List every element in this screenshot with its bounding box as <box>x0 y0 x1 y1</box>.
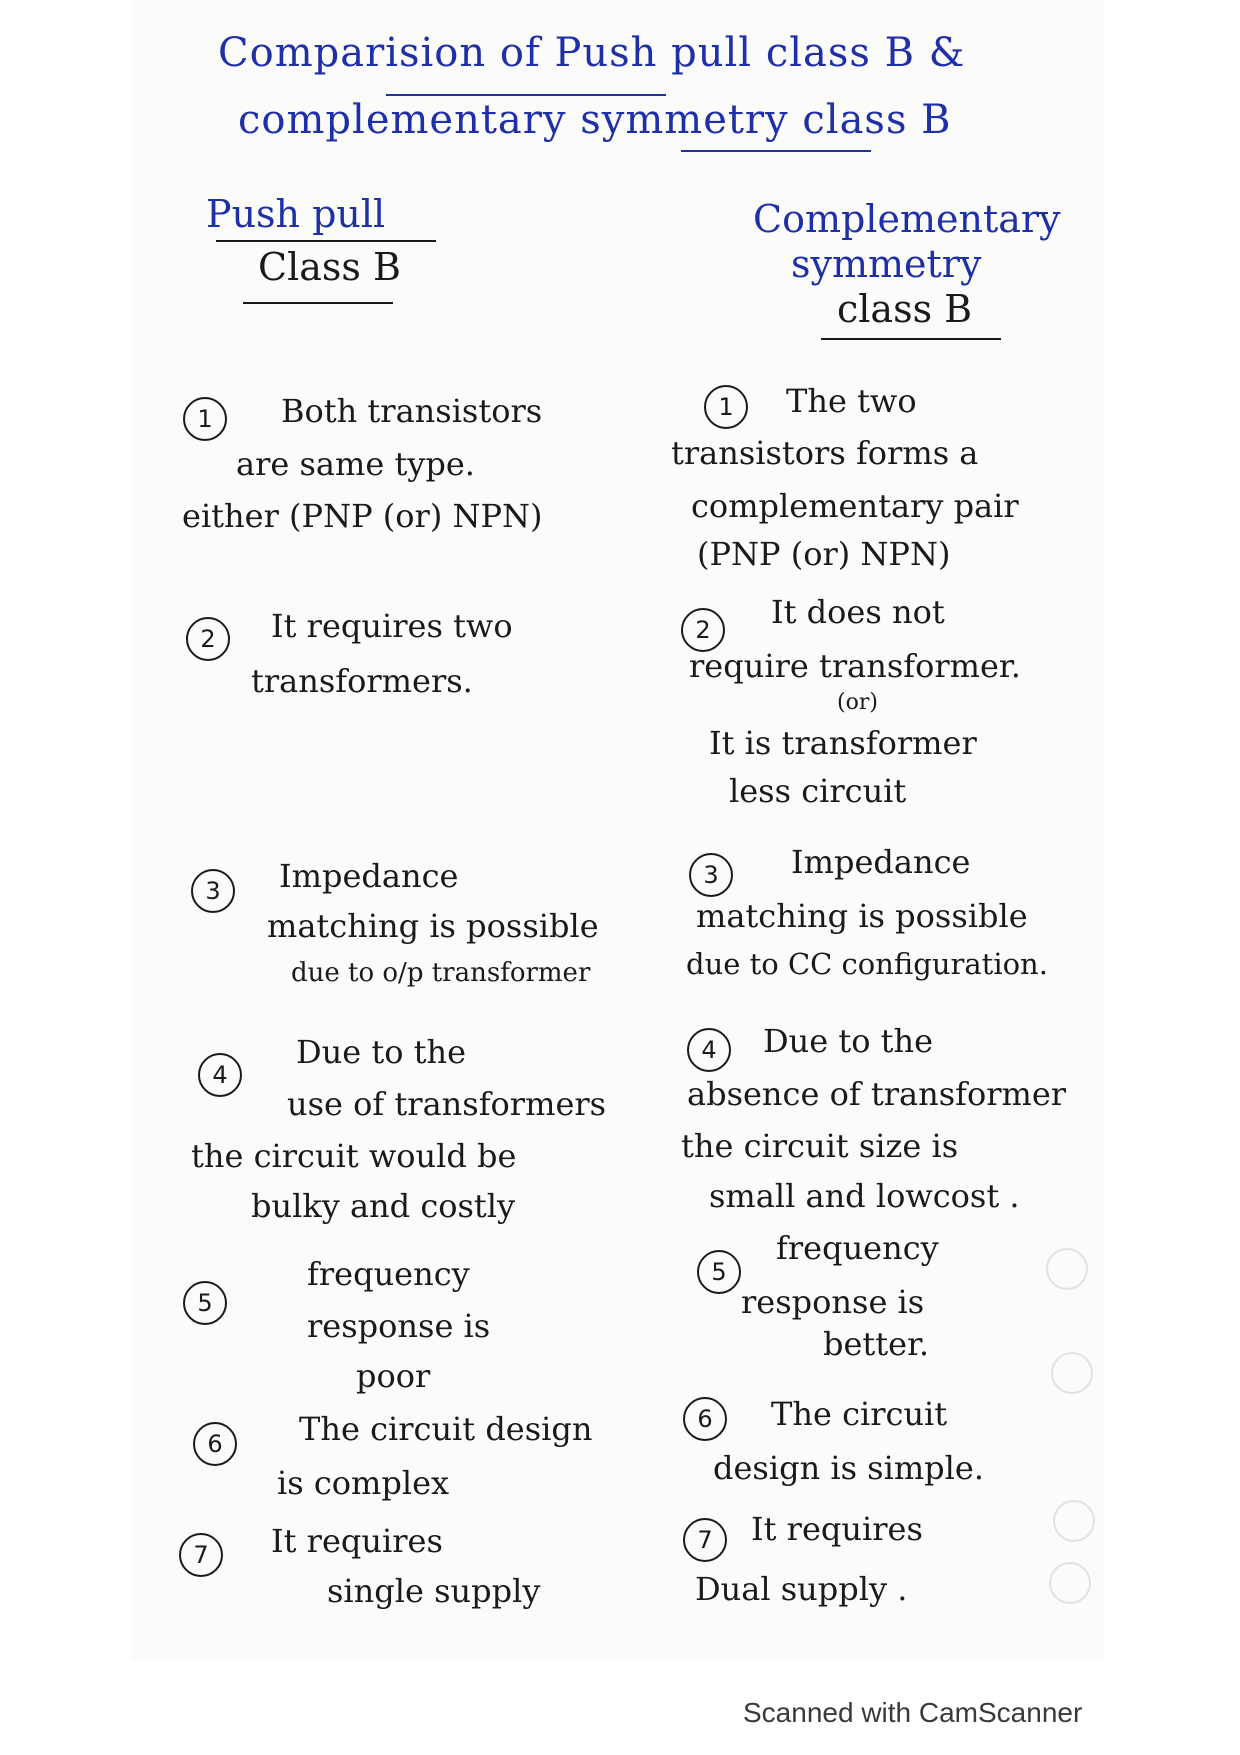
row-6-right-number: 6 <box>683 1397 727 1441</box>
row-2-right-number: 2 <box>681 608 725 652</box>
bleed-through-mark <box>1046 1248 1088 1290</box>
row-4-left-line-3: the circuit would be <box>191 1137 517 1175</box>
row-4-left-line-1: Due to the <box>296 1033 467 1071</box>
row-1-right-line-1: The two <box>786 382 917 420</box>
row-2-left-number: 2 <box>186 617 230 661</box>
left-heading-line-2: Class B <box>258 245 401 289</box>
row-4-left-line-4: bulky and costly <box>251 1187 516 1225</box>
row-3-left-number: 3 <box>191 869 235 913</box>
row-1-left-line-3: either (PNP (or) NPN) <box>182 497 543 535</box>
row-5-right-line-2: response is <box>741 1283 925 1321</box>
title-underline <box>386 94 666 96</box>
row-4-right-line-1: Due to the <box>763 1022 934 1060</box>
row-1-left-line-2: are same type. <box>236 445 475 483</box>
row-1-right-line-4: (PNP (or) NPN) <box>697 535 951 573</box>
row-2-left-line-2: transformers. <box>251 662 473 700</box>
row-2-right-line-3: (or) <box>837 690 878 715</box>
row-1-right-number: 1 <box>704 385 748 429</box>
row-4-right-line-4: small and lowcost . <box>709 1177 1020 1215</box>
row-7-left-line-1: It requires <box>271 1522 443 1560</box>
bleed-through-mark <box>1049 1562 1091 1604</box>
row-6-left-line-2: is complex <box>277 1464 450 1502</box>
title-underline-2 <box>681 150 871 152</box>
row-5-left-line-2: response is <box>307 1307 491 1345</box>
right-heading-line-3: class B <box>837 287 973 331</box>
title-line-1: Comparision of Push pull class B & <box>218 30 966 76</box>
row-1-left-number: 1 <box>183 397 227 441</box>
row-5-left-number: 5 <box>183 1281 227 1325</box>
scanner-watermark: Scanned with CamScanner <box>743 1697 1083 1728</box>
row-4-right-number: 4 <box>687 1028 731 1072</box>
row-7-right-number: 7 <box>683 1518 727 1562</box>
left-heading-underline-2 <box>243 302 393 304</box>
right-heading-line-2: symmetry <box>791 242 982 286</box>
row-5-right-number: 5 <box>697 1250 741 1294</box>
left-heading-line-1: Push pull <box>206 192 386 236</box>
bleed-through-mark <box>1053 1500 1095 1542</box>
notebook-paper <box>131 0 1105 1660</box>
title-line-2: complementary symmetry class B <box>238 97 952 143</box>
right-heading-underline <box>821 338 1001 340</box>
row-1-right-line-3: complementary pair <box>691 487 1019 525</box>
row-5-left-line-1: frequency <box>307 1255 470 1293</box>
row-2-right-line-1: It does not <box>771 593 945 631</box>
row-5-right-line-1: frequency <box>776 1229 939 1267</box>
row-5-right-line-3: better. <box>823 1325 930 1363</box>
right-heading-line-1: Complementary <box>753 197 1061 241</box>
row-3-right-number: 3 <box>689 853 733 897</box>
bleed-through-mark <box>1051 1352 1093 1394</box>
row-7-left-number: 7 <box>179 1533 223 1577</box>
row-7-right-line-1: It requires <box>751 1510 923 1548</box>
left-heading-underline-1 <box>216 240 436 242</box>
row-1-left-line-1: Both transistors <box>281 392 543 430</box>
row-3-right-line-1: Impedance <box>791 843 971 881</box>
row-4-left-number: 4 <box>198 1053 242 1097</box>
row-4-left-line-2: use of transformers <box>287 1085 607 1123</box>
row-7-left-line-2: single supply <box>327 1572 541 1610</box>
row-2-right-line-5: less circuit <box>729 772 907 810</box>
row-3-left-line-2: matching is possible <box>267 907 599 945</box>
row-1-right-line-2: transistors forms a <box>671 434 979 472</box>
row-2-left-line-1: It requires two <box>271 607 513 645</box>
row-3-left-line-1: Impedance <box>279 857 459 895</box>
row-3-left-line-3: due to o/p transformer <box>291 958 591 988</box>
row-2-right-line-2: require transformer. <box>689 647 1021 685</box>
row-6-left-line-1: The circuit design <box>299 1410 593 1448</box>
row-7-right-line-2: Dual supply . <box>695 1570 908 1608</box>
row-4-right-line-3: the circuit size is <box>681 1127 959 1165</box>
row-5-left-line-3: poor <box>356 1357 431 1395</box>
row-4-right-line-2: absence of transformer <box>687 1075 1067 1113</box>
row-3-right-line-3: due to CC configuration. <box>686 947 1048 981</box>
row-6-left-number: 6 <box>193 1422 237 1466</box>
row-6-right-line-2: design is simple. <box>713 1449 984 1487</box>
row-2-right-line-4: It is transformer <box>709 724 977 762</box>
row-6-right-line-1: The circuit <box>771 1395 948 1433</box>
row-3-right-line-2: matching is possible <box>696 897 1028 935</box>
